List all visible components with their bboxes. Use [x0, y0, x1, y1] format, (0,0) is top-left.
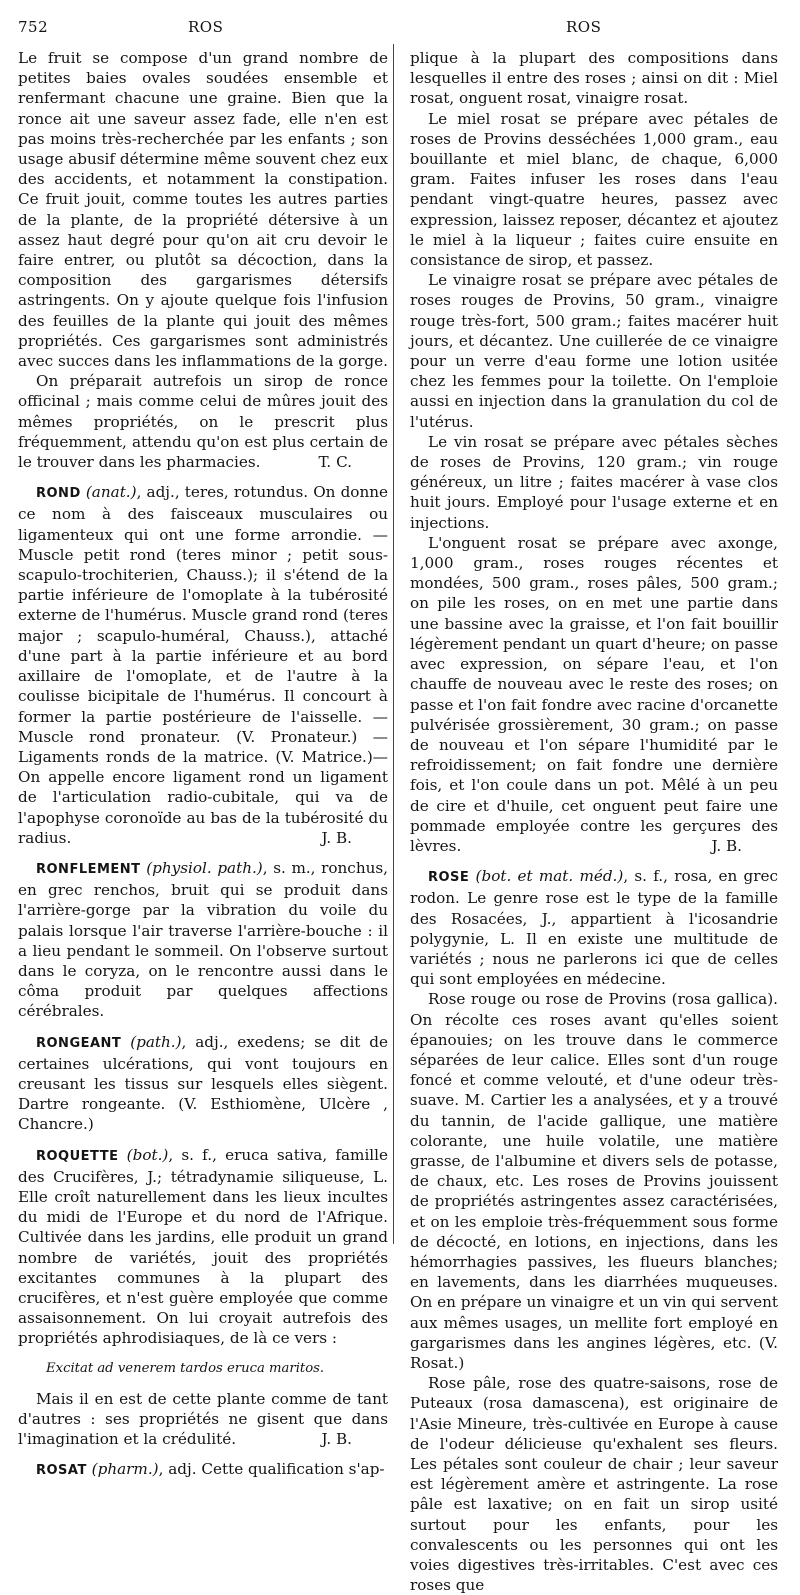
headword-rosat: ROSAT [36, 1463, 87, 1479]
signature-roquette: J. B. [321, 1430, 352, 1449]
rose-pale-paragraph: Rose pâle, rose des quatre-saisons, rose de Puteaux (rosa damascena), est originaire de l'Asie Mineure, très-cultivée en Europe à cause de l'odeur délicieuse qu'exhalent ses fleurs. Les pétales sont couleur de chair ; leur saveur est légèrement amère et astringente. La rose pâle est laxative; on en fait un sirop usité surtout pour les enfants, pour les convalescents ou les personnes qui ont les voies digestives très-irritables. C'est avec ces roses que [410, 1374, 778, 1595]
headword-rose: ROSE [428, 870, 470, 886]
vinaigre-rosat-paragraph: Le vinaigre rosat se prépare avec pétales de roses rouges de Provins, 50 gram., vinaigre rouge très-fort, 500 gram.; faites macérer huit jours, et décantez. Une cuillerée de ce vinaigre pour un verre d'eau forme une lotion usitée chez les femmes pour la toilette. On l'emploie aussi en injection dans la granulation du col de l'utérus. [410, 271, 778, 431]
definition-rose: , s. f., rosa, en grec rodon. Le genre rose est le type de la famille des Rosacées, J., appartient à l'icosandrie polygynie, L. Il en existe une multitude de variétés ; nous ne parlerons ici que de celles qui sont employées en médecine. [410, 867, 778, 989]
entry-rosat [18, 1459, 388, 1481]
left-column [18, 48, 388, 1482]
entry-roquette [18, 1145, 388, 1349]
definition-rosat: , adj. Cette qualification s'ap- [158, 1460, 385, 1479]
onguent-rosat-paragraph [410, 533, 778, 856]
headword-rond: ROND [36, 486, 81, 502]
rose-rouge-paragraph: Rose rouge ou rose de Provins (rosa gallica). On récolte ces roses avant qu'elles soient épanouies; on les trouve dans le commerce séparées de leur calice. Elles sont d'un rouge foncé et comme velouté, et d'une odeur très-suave. M. Cartier les a analysées, et y a trouvé du tannin, de l'acide gallique, une matière colorante, une huile volatile, une matière grasse, de l'albumine et divers sels de potasse, de chaux, etc. Les roses de Provins jouissent de propriétés astringentes assez caractérisées, et on les emploie très-fréquemment sous forme de décocté, en lotions, en injections, dans les hémorrhagies passives, les flueurs blanches; en lavements, dans les diarrhées muqueuses. On en prépare un vinaigre et un vin qui servent aux mêmes usages, un mellite fort employé en gargarismes dans les angines légères, etc. (V. Rosat.) [410, 990, 778, 1372]
entry-ronflement [18, 858, 388, 1022]
category-ronflement: (physiol. path.) [146, 858, 263, 877]
signature-tc: T. C. [318, 453, 352, 472]
running-head-left: ROS [188, 18, 224, 36]
ronce-sirop-paragraph [18, 371, 388, 472]
headword-ronflement: RONFLEMENT [36, 861, 141, 877]
onguent-rosat-text: L'onguent rosat se prépare avec axonge, 1,000 gram., roses rouges récentes et mondées, 500 gram., roses pâles, 500 gram.; on pile les roses, on en met une partie dans une bassine avec la graisse, et l'on fait bouillir légèrement pendant un quart d'heure; on passe avec expression, on sépare l'eau, et l'on chauffe de nouveau avec le reste des roses; on passe et l'on fait fondre avec racine d'orcanette pulvérisée grossièrement, 30 gram.; on passe de nouveau et l'on sépare l'humidité par le refroidissement; on fait fondre une dernière fois, et l'on coule dans un pot. Mêlé à un peu de cire et d'huile, cet onguent peut faire une pommade employée contre les gerçures des lèvres. [410, 533, 778, 855]
roquette-conclusion-text: Mais il en est de cette plante comme de tant d'autres : ses propriétés ne gisent que dans l'imagination et la crédulité. [18, 1389, 388, 1449]
definition-ronflement: , s. m., ronchus, en grec renchos, bruit qui se produit dans l'arrière-gorge par la vibration du voile du palais lorsque l'air traverse l'arrière-bouche : il a lieu pendant le sommeil. On l'observe surtout dans le coryza, on le rencontre aussi dans le côma produit par quelques affections cérébrales. [18, 858, 388, 1021]
definition-rond: , adj., teres, rotundus. On donne ce nom à des faisceaux musculaires ou ligamenteux qui ont une forme arrondie. — Muscle petit rond (teres minor ; petit sous-scapulo-trochiterien, Chauss.); il s'étend de la partie inférieure de l'omoplate à la tubérosité externe de l'humérus. Muscle grand rond (teres major ; scapulo-huméral, Chauss.), attaché d'une part à la partie inférieure et au bord axillaire de l'omoplate, et de l'autre à la coulisse bicipitale de l'humérus. Il concourt à former la partie postérieure de l'aisselle. — Muscle rond pronateur. (V. Pronateur.) — Ligaments ronds de la matrice. (V. Matrice.)—On appelle encore ligament rond un ligament de l'articulation radio-cubitale, qui va de l'apophyse coronoïde au bas de la tubérosité du radius. [18, 483, 388, 847]
vin-rosat-paragraph: Le vin rosat se prépare avec pétales sèches de roses de Provins, 120 gram.; vin rouge généreux, un litre ; faites macérer à vase clos huit jours. Employé pour l'usage externe et en injections. [410, 432, 778, 532]
category-rose: (bot. et mat. méd.) [475, 867, 624, 886]
headword-rongeant: RONGEANT [36, 1035, 122, 1051]
ronce-sirop-text: On préparait autrefois un sirop de ronce officinal ; mais comme celui de mûres jouit des mêmes propriétés, on le prescrit plus fréquemment, attendu qu'on est plus certain de le trouver dans les pharmacies. [18, 372, 388, 472]
roquette-conclusion [18, 1389, 388, 1450]
entry-rongeant [18, 1032, 388, 1135]
category-roquette: (bot.) [126, 1145, 169, 1164]
ronce-continuation: Le fruit se compose d'un grand nombre de petites baies ovales soudées ensemble et renfermant chacune une graine. Bien que la ronce ait une saveur assez fade, elle n'en est pas moins très-recherchée par les enfants ; son usage abusif détermine même souvent chez eux des accidents, et notamment la constipation. Ce fruit jouit, comme toutes les autres parties de la plante, de la propriété détersive à un assez haut degré pour qu'on ait cru devoir le faire entrer, ou plutôt sa décoction, dans la composition des gargarismes détersifs astringents. On y ajoute quelque fois l'infusion des feuilles de la plante qui jouit des mêmes propriétés. Ces gargarismes sont administrés avec succes dans les inflammations de la gorge. [18, 49, 388, 371]
page-number: 752 [18, 18, 49, 36]
definition-rongeant: , adj., exedens; se dit de certaines ulcérations, qui vont toujours en creusant les tissus sur lesquels elles siègent. Dartre rongeante. (V. Esthiomène, Ulcère , Chancre.) [18, 1032, 388, 1134]
miel-rosat-paragraph: Le miel rosat se prépare avec pétales de roses de Provins desséchées 1,000 gram., eau bouillante et miel blanc, de chaque, 6,000 gram. Faites infuser les roses dans l'eau pendant vingt-quatre heures, passez avec expression, laissez reposer, décantez et ajoutez le miel à la liqueur ; faites cuire ensuite en consistance de sirop, et passez. [410, 109, 778, 270]
rosat-continuation: plique à la plupart des compositions dans lesquelles il entre des roses ; ainsi on dit : Miel rosat, onguent rosat, vinaigre rosat. [410, 49, 778, 108]
category-rond: (anat.) [85, 483, 137, 502]
definition-roquette: , s. f., eruca sativa, famille des Crucifères, J.; tétradynamie siliqueuse, L. Elle croît naturellement dans les lieux incultes du midi de l'Europe et du nord de l'Afrique. Cultivée dans les jardins, elle produit un grand nombre de variétés, jouit des propriétés excitantes communes à la plupart des crucifères, et n'est guère employée que comme assaisonnement. On lui croyait autrefois des propriétés aphrodisiaques, de là ce vers : [18, 1145, 388, 1348]
category-rongeant: (path.) [130, 1032, 182, 1051]
entry-rond [18, 482, 388, 848]
category-rosat: (pharm.) [91, 1460, 159, 1479]
column-divider [393, 44, 394, 1244]
signature-rond: J. B. [321, 828, 352, 847]
running-head-right: ROS [566, 18, 602, 36]
headword-roquette: ROQUETTE [36, 1148, 119, 1164]
signature-onguent: J. B. [711, 836, 742, 855]
entry-rose [410, 866, 778, 989]
latin-quote: Excitat ad venerem tardos eruca maritos. [46, 1360, 325, 1376]
right-column [410, 48, 778, 1595]
